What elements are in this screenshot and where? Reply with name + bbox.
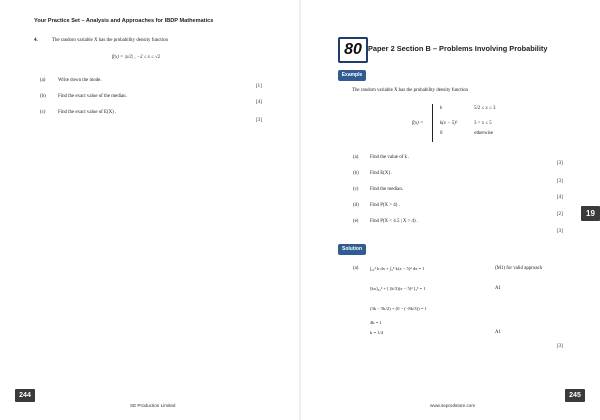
book-header-title: Your Practice Set – Analysis and Approaches for IBDP Mathematics: [34, 18, 214, 24]
part-label: (a): [40, 78, 46, 83]
pdf-lhs: f(x) =: [412, 121, 424, 126]
solution-note: (M1) for valid approach: [495, 266, 543, 271]
case-condition: 5/2 ≤ x ≤ 3: [474, 106, 496, 111]
solution-line: [kx]₅₂³ + [ (k/3)(x − 5)³ ]₃⁵ = 1: [370, 286, 426, 291]
case-expr: k: [440, 106, 443, 111]
part-marks: [2]: [557, 212, 563, 217]
part-text: Find the exact value of the median.: [58, 94, 127, 99]
part-text: Write down the mode.: [58, 78, 102, 83]
part-marks: [3]: [557, 179, 563, 184]
part-text: Find the median.: [370, 187, 404, 192]
piecewise-brace: [432, 104, 437, 142]
part-marks: [3]: [557, 161, 563, 166]
example-label: Example: [338, 70, 366, 81]
solution-note: A1: [495, 330, 501, 335]
case-expr: k(x − 5)²: [440, 121, 458, 126]
example-intro: The random variable X has the probability density function: [352, 88, 468, 93]
solution-line: 4k = 1: [370, 320, 382, 325]
question-number: 4.: [34, 38, 38, 43]
solution-note: A1: [495, 286, 501, 291]
solution-label: Solution: [338, 244, 366, 255]
part-marks: [3]: [557, 229, 563, 234]
solution-line: k = 1/4: [370, 330, 384, 335]
solution-line: ∫₅₂³ k dx + ∫₃⁵ k(x − 5)² dx = 1: [370, 266, 425, 271]
part-label: (b): [40, 94, 46, 99]
chapter-side-tab: 19: [581, 206, 600, 221]
part-text: Find E(X) .: [370, 171, 393, 176]
part-marks: [4]: [256, 100, 262, 105]
part-text: Find the exact value of E(X) .: [58, 110, 117, 115]
case-condition: 3 < x ≤ 5: [474, 121, 492, 126]
part-label: (b): [353, 171, 359, 176]
question-intro: The random variable X has the probability density function: [52, 38, 168, 43]
case-expr: 0: [440, 131, 443, 136]
chapter-number-badge: 80: [338, 37, 368, 63]
left-footer-text: SE Production Limited: [130, 403, 176, 408]
pdf-formula: f(x) = |x/2| , −2 ≤ x ≤ √2: [112, 55, 161, 60]
part-label: (c): [40, 110, 46, 115]
solution-line: (3k − 5k/2) + (0 − (−8k/3)) = 1: [370, 306, 427, 311]
part-label: (d): [353, 203, 359, 208]
left-page-number: 244: [15, 389, 35, 402]
chapter-title: Paper 2 Section B – Problems Involving Probability: [368, 44, 548, 53]
part-marks: [3]: [256, 118, 262, 123]
solution-part-label: (a): [353, 266, 359, 271]
case-condition: otherwise: [474, 131, 494, 136]
part-text: Find the value of k .: [370, 155, 410, 160]
part-label: (a): [353, 155, 359, 160]
part-label: (e): [353, 219, 359, 224]
part-label: (c): [353, 187, 359, 192]
part-text: Find P(X > 4) .: [370, 203, 400, 208]
right-page-number: 245: [565, 389, 585, 402]
part-marks: [4]: [557, 195, 563, 200]
part-text: Find P(X < 4.5 | X > 4) .: [370, 219, 419, 224]
solution-marks: [3]: [557, 344, 563, 349]
page-gutter: [299, 0, 301, 420]
right-footer-text: www.seprodstore.com: [430, 403, 476, 408]
part-marks: [1]: [256, 84, 262, 89]
